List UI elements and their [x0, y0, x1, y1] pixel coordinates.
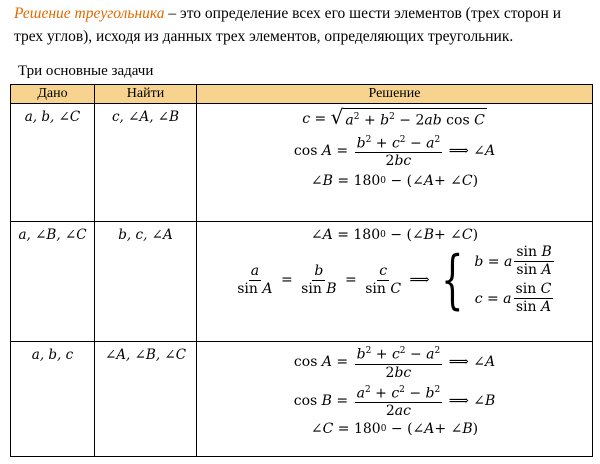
table-caption: Три основные задачи [18, 63, 154, 79]
solution-cell [197, 104, 593, 222]
formula-angle-b: ∠ B = 180 0 − (∠ A + ∠ C ) [310, 173, 479, 190]
formula-angle-c: ∠ C = 180 0 − (∠ A + ∠ B ) [310, 421, 479, 438]
given-cell: a, ∠B, ∠C [11, 222, 95, 342]
formula-cos-b: cos B = $\frac{a^2 + c^2 - b^2}{2ac}$ ⟹ ∠ B [293, 384, 496, 420]
given-cell: a, b, c [11, 342, 95, 457]
formula-law-of-sines: $\frac{a}{\text{sin A}}$ = $\frac{b}{\text{sin B}}$ = $\frac{c}{\text{sin C}}$ ⟹ { b = a $\frac{\text{sin B}}{\text{sin A}}$ c = a $\frac{\text{sin C}}{\text{sin A}}$ [237, 243, 552, 317]
header-given: Дано [11, 85, 95, 104]
header-solution: Решение [197, 85, 593, 104]
table-row [11, 104, 593, 222]
table-header-row [11, 85, 593, 104]
table-row [11, 342, 593, 457]
header-find: Найти [95, 85, 197, 104]
intro-text: – это определение всех его шести элементов (трех сторон и трех углов), исходя из данных трех элементов, определяющих треугольник. [14, 5, 562, 45]
formula-cos-a: cos A = $\frac{b^2 + c^2 - a^2}{2bc}$ ⟹ ∠ A [293, 134, 496, 170]
find-cell: c, ∠A, ∠B [95, 104, 197, 222]
intro-paragraph [14, 2, 590, 48]
solutions-table [10, 84, 593, 457]
formula-angle-a: ∠ A = 180 0 − (∠ B + ∠ C ) [310, 227, 479, 243]
find-cell: b, c, ∠A [95, 222, 197, 342]
find-cell: ∠A, ∠B, ∠C [95, 342, 197, 457]
solution-cell [197, 222, 593, 342]
given-cell: a, b, ∠C [11, 104, 95, 222]
formula-law-of-cosines-c: c = √ $a^2 + b^2 - 2ab$ cos C [302, 105, 485, 129]
formula-cos-a: cos A = $\frac{b^2 + c^2 - a^2}{2bc}$ ⟹ ∠ A [293, 346, 496, 381]
table-row [11, 222, 593, 342]
intro-term: Решение треугольника [14, 5, 165, 22]
solution-cell [197, 342, 593, 457]
